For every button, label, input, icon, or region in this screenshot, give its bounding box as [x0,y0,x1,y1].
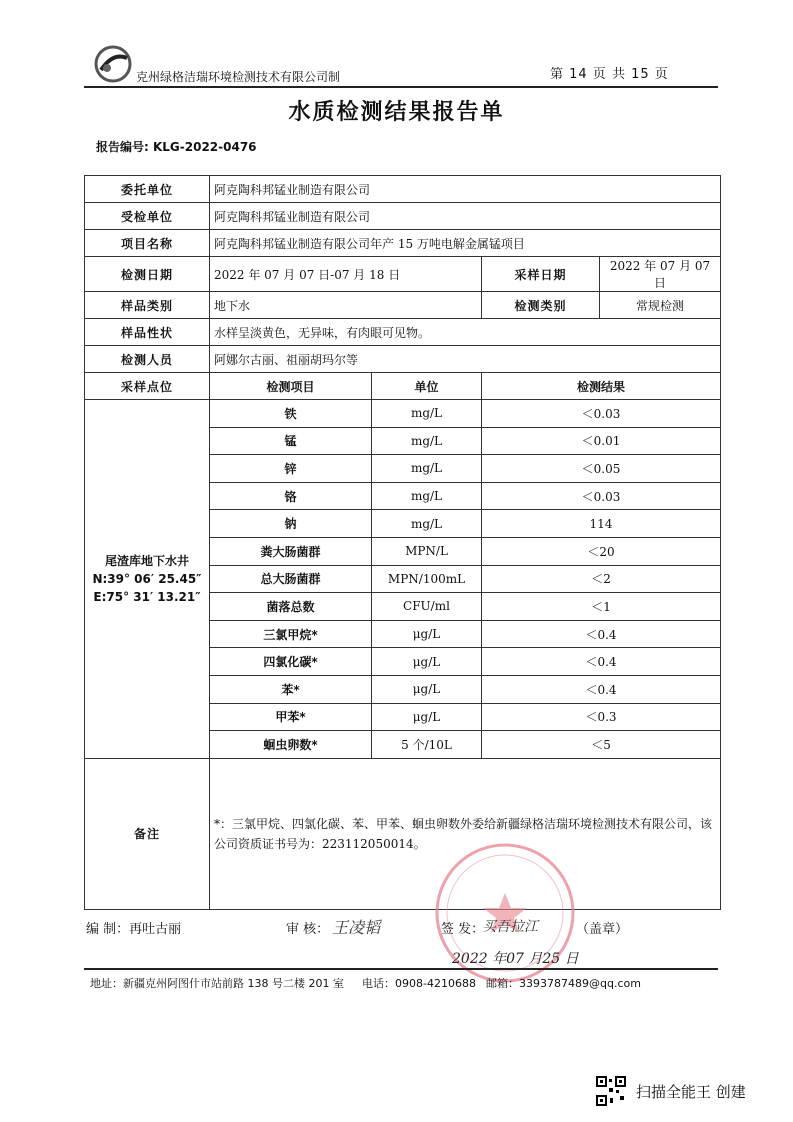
item-name: 苯* [210,675,372,703]
company-logo-icon [93,44,133,84]
row-inspected [85,203,721,230]
item-unit: μg/L [372,703,482,731]
remarks-text: *：三氯甲烷、四氯化碳、苯、甲苯、蛔虫卵数外委给新疆绿格洁瑞环境检测技术有限公司，该公司资质证书号为：223112050014。 [210,758,721,909]
item-name: 锌 [210,455,372,483]
row-dates [85,257,721,292]
col-unit: 单位 [372,373,482,400]
site-lon: E:75° 31′ 13.21″ [93,589,201,604]
test-date-value: 2022 年 07 月 07 日-07 月 18 日 [210,257,482,292]
report-number: 报告编号: KLG-2022-0476 [96,140,257,154]
item-result: ＜0.05 [482,455,721,483]
site-lat: N:39° 06′ 25.45″ [92,571,202,586]
item-result: 114 [482,510,721,538]
item-name: 菌落总数 [210,593,372,621]
item-name: 粪大肠菌群 [210,537,372,565]
item-name: 甲苯* [210,703,372,731]
sample-prop-value: 水样呈淡黄色，无异味，有肉眼可见物。 [210,319,721,346]
issue-date: 2022 年07 月25 日 [452,951,579,967]
row-client [85,176,721,203]
row-sample-prop [85,319,721,346]
item-unit: MPN/L [372,537,482,565]
row-remarks [85,758,721,909]
item-unit: CFU/ml [372,593,482,621]
header-divider [84,86,718,88]
client-label: 委托单位 [85,176,210,203]
item-result: ＜0.01 [482,427,721,455]
compiler: 编 制：再吐古丽 [86,922,182,937]
page-number: 第 14 页 共 15 页 [550,67,669,82]
item-unit: mg/L [372,427,482,455]
item-result: ＜0.03 [482,400,721,428]
col-site: 采样点位 [85,373,210,400]
item-unit: mg/L [372,455,482,483]
sample-type-label: 样品类别 [85,292,210,319]
item-result: ＜0.4 [482,675,721,703]
item-result: ＜0.3 [482,703,721,731]
item-name: 铬 [210,482,372,510]
site-name: 尾渣库地下水井 [104,553,189,568]
item-name: 四氯化碳* [210,648,372,676]
client-value: 阿克陶科邦锰业制造有限公司 [210,176,721,203]
sample-date-value: 2022 年 07 月 07 日 [600,257,721,292]
item-result: ＜1 [482,593,721,621]
sample-date-label: 采样日期 [482,257,600,292]
sample-type-value: 地下水 [210,292,482,319]
col-item: 检测项目 [210,373,372,400]
inspected-label: 受检单位 [85,203,210,230]
row-staff [85,346,721,373]
issuer-signature: 买吾拉江 [482,919,538,935]
footer-address: 地址：新疆克州阿图什市站前路 138 号二楼 201 室 [90,977,344,990]
item-name: 三氯甲烷* [210,620,372,648]
row-project [85,230,721,257]
row-types [85,292,721,319]
inspected-value: 阿克陶科邦锰业制造有限公司 [210,203,721,230]
site-cell [85,400,210,759]
stamp-note: （盖章） [576,922,629,937]
item-name: 蛔虫卵数* [210,731,372,759]
col-result: 检测结果 [482,373,721,400]
item-name: 钠 [210,510,372,538]
item-result: ＜20 [482,537,721,565]
item-unit: mg/L [372,482,482,510]
company-name: 克州绿格洁瑞环境检测技术有限公司制 [136,70,341,84]
test-type-label: 检测类别 [482,292,600,319]
item-unit: MPN/100mL [372,565,482,593]
reviewer-signature: 王凌韬 [332,918,381,937]
item-unit: μg/L [372,620,482,648]
item-result: ＜2 [482,565,721,593]
qr-code-icon [596,1076,626,1106]
page-title: 水质检测结果报告单 [288,100,505,125]
project-label: 项目名称 [85,230,210,257]
item-unit: mg/L [372,510,482,538]
item-unit: mg/L [372,400,482,428]
footer-divider [84,968,718,970]
footer-email: 邮箱：3393787489@qq.com [486,977,641,990]
test-date-label: 检测日期 [85,257,210,292]
item-result: ＜0.03 [482,482,721,510]
item-unit: 5 个/10L [372,731,482,759]
item-unit: μg/L [372,648,482,676]
item-name: 铁 [210,400,372,428]
remarks-label: 备注 [85,758,210,909]
result-table [84,175,721,910]
item-name: 总大肠菌群 [210,565,372,593]
item-result: ＜5 [482,731,721,759]
issuer-label: 签 发： [441,922,485,937]
row-columns [85,373,721,400]
test-type-value: 常规检测 [600,292,721,319]
item-name: 锰 [210,427,372,455]
reviewer-label: 审 核： [286,922,330,937]
footer-phone: 电话：0908-4210688 [362,977,476,990]
item-result: ＜0.4 [482,648,721,676]
staff-value: 阿娜尔古丽、祖丽胡玛尔等 [210,346,721,373]
table-row [85,400,721,428]
sample-prop-label: 样品性状 [85,319,210,346]
item-result: ＜0.4 [482,620,721,648]
project-value: 阿克陶科邦锰业制造有限公司年产 15 万吨电解金属锰项目 [210,230,721,257]
scanner-watermark: 扫描全能王 创建 [636,1083,746,1101]
item-unit: μg/L [372,675,482,703]
staff-label: 检测人员 [85,346,210,373]
